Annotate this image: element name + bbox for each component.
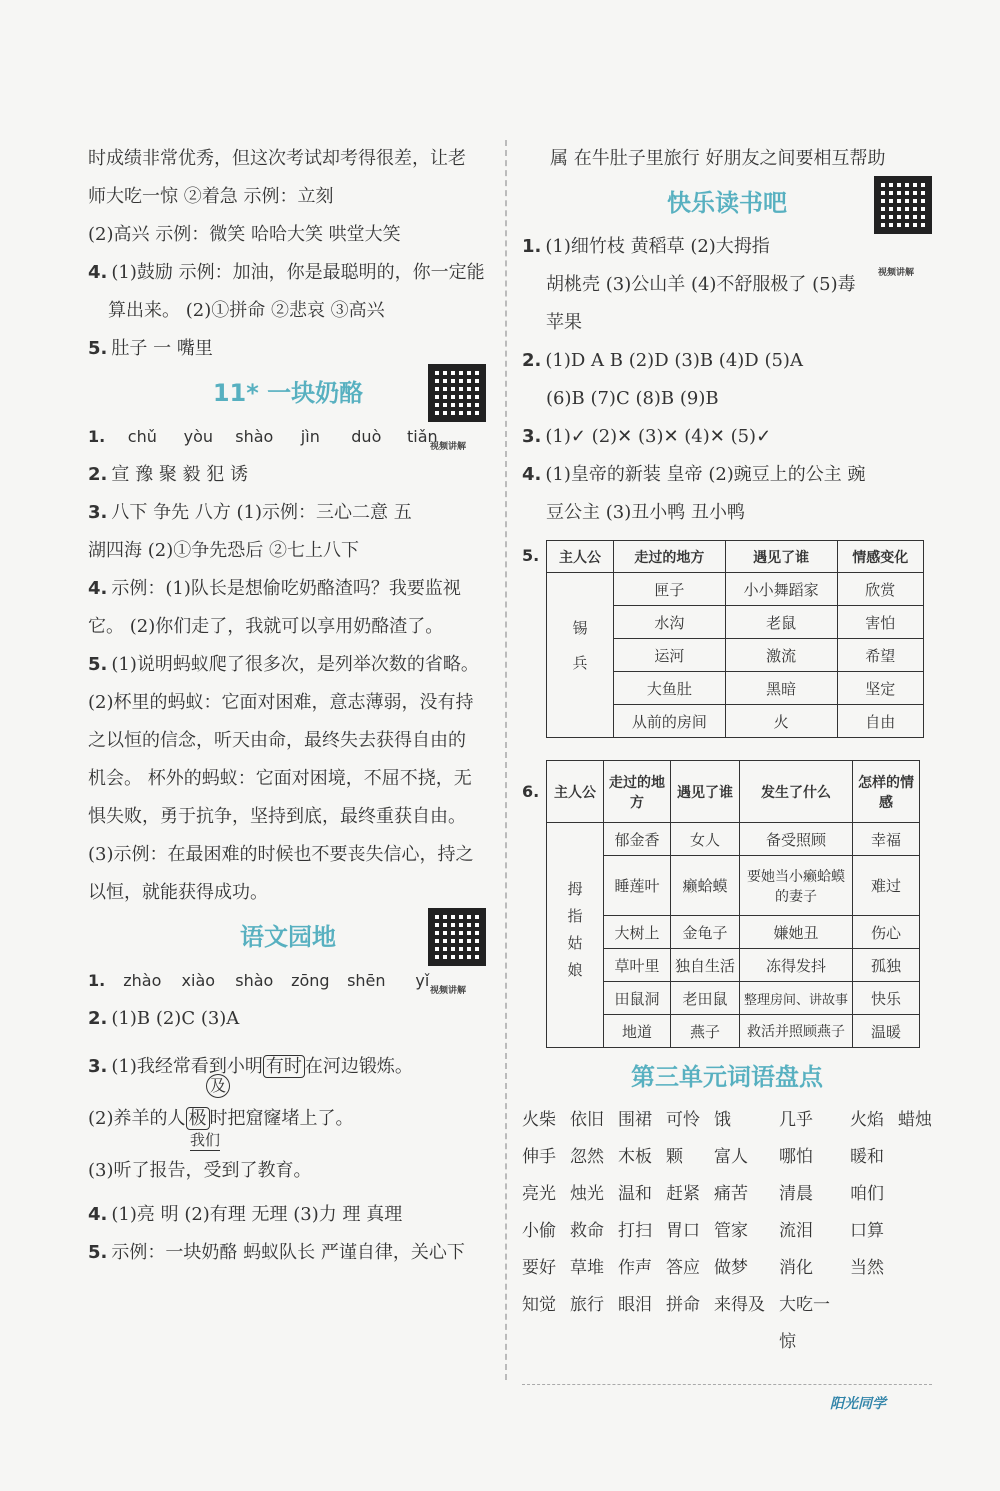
pinyin: zōng bbox=[291, 971, 330, 990]
table-cell: 小小舞蹈家 bbox=[725, 573, 837, 606]
garden-q4: 4. (1)亮 明 (2)有理 无理 (3)力 理 真理 bbox=[88, 1204, 403, 1225]
vocabulary-word: 答应 bbox=[666, 1258, 700, 1278]
vocabulary-word: 痛苦 bbox=[714, 1184, 748, 1204]
vocabulary-word: 救命 bbox=[570, 1221, 604, 1241]
answer-line: 豆公主 (3)丑小鸭 丑小鸭 bbox=[546, 502, 745, 523]
answer-line: 机会。 杯外的蚂蚁：它面对困境，不屈不挠，无 bbox=[88, 768, 472, 789]
vocabulary-word: 饿 bbox=[714, 1110, 731, 1130]
answer-line: 苹果 bbox=[546, 312, 582, 333]
reading-q6: 6. 主人公 走过的地方 遇见了谁 发生了什么 怎样的情感 拇指姑娘 郁金香 女人 备受照顾 幸福 睡莲叶 癞蛤蟆 要她当小癞蛤蟆的妻子 难过 大树上 金龟子 嫌她丑 伤心 草叶里 独自生活 冻得发抖 孤独 田鼠洞 老田鼠 整理房间、讲故事 快乐 地道 燕子 救活并照顾燕子 温暖 bbox=[522, 760, 932, 1048]
right-column bbox=[522, 140, 932, 1361]
answer-line: 属 在牛肚子里旅行 好朋友之间要相互帮助 bbox=[550, 148, 886, 169]
lesson-11-title: 11* 一块奶酪 视频讲解 bbox=[88, 368, 488, 418]
vocabulary-word: 大吃一惊 bbox=[779, 1295, 830, 1352]
chinese-garden-title: 语文园地 视频讲解 bbox=[88, 912, 488, 962]
answer-line: 师大吃一惊 ②着急 示例：立刻 bbox=[88, 186, 334, 207]
table-cell: 从前的房间 bbox=[614, 705, 726, 738]
vocabulary-word: 胃口 bbox=[666, 1221, 700, 1241]
lesson11-q1: 1. chǔ yòu shào jìn duò tiǎn bbox=[88, 418, 488, 456]
vocabulary-word: 来得及 bbox=[714, 1295, 765, 1315]
table-cell: 孤独 bbox=[853, 949, 920, 982]
vocabulary-word: 清晨 bbox=[779, 1184, 813, 1204]
vocabulary-grid bbox=[522, 1102, 932, 1361]
table-cell: 难过 bbox=[853, 856, 920, 916]
thumbelina-table bbox=[546, 760, 920, 1048]
vocabulary-word: 草堆 bbox=[570, 1258, 604, 1278]
vocabulary-word: 依旧 bbox=[570, 1110, 604, 1130]
table-cell: 要她当小癞蛤蟆的妻子 bbox=[740, 856, 853, 916]
table-cell: 害怕 bbox=[837, 606, 924, 639]
marked-word: 极 bbox=[186, 1107, 210, 1130]
vocabulary-word: 火柴 bbox=[522, 1110, 556, 1130]
qr-code-icon[interactable] bbox=[874, 176, 932, 234]
answer-line: (2)高兴 示例：微笑 哈哈大笑 哄堂大笑 bbox=[88, 224, 401, 245]
table-cell: 地道 bbox=[604, 1015, 671, 1048]
vocabulary-word: 烛光 bbox=[570, 1184, 604, 1204]
question-4: 4. (1)鼓励 示例：加油，你是最聪明的，你一定能 bbox=[88, 262, 485, 283]
vocabulary-word: 伸手 bbox=[522, 1147, 556, 1167]
vocabulary-word bbox=[898, 1287, 932, 1361]
answer-line: 之以恒的信念，听天由命，最终失去获得自由的 bbox=[88, 730, 466, 751]
pinyin: chǔ bbox=[127, 427, 157, 446]
vocabulary-word: 几乎 bbox=[779, 1110, 813, 1130]
vocabulary-word bbox=[898, 1213, 932, 1250]
vocabulary-word bbox=[850, 1287, 884, 1361]
table-cell: 水沟 bbox=[614, 606, 726, 639]
vocabulary-word: 要好 bbox=[522, 1258, 556, 1278]
pinyin: xiào bbox=[181, 971, 216, 990]
table-cell: 大鱼肚 bbox=[614, 672, 726, 705]
answer-line: 胡桃壳 (3)公山羊 (4)不舒服极了 (5)毒 bbox=[546, 274, 856, 295]
pinyin: jìn bbox=[300, 427, 320, 446]
vocabulary-word: 富人 bbox=[714, 1147, 748, 1167]
qr-caption: 视频讲解 bbox=[430, 442, 467, 452]
vocabulary-word: 管家 bbox=[714, 1221, 748, 1241]
table-cell: 激流 bbox=[725, 639, 837, 672]
reading-q1: 1. (1)细竹枝 黄稻草 (2)大拇指 bbox=[522, 236, 770, 257]
table-cell: 匣子 bbox=[614, 573, 726, 606]
qr-caption: 视频讲解 bbox=[878, 268, 915, 278]
vocabulary-word: 蜡烛 bbox=[898, 1110, 932, 1130]
garden-q3: 3. (1)我经常看到小明 有时 在河边锻炼。 bbox=[88, 1056, 413, 1077]
vocabulary-word: 消化 bbox=[779, 1258, 813, 1278]
vocabulary-word: 可怜 bbox=[666, 1110, 700, 1130]
pinyin: shēn bbox=[347, 971, 386, 990]
vocabulary-word: 小偷 bbox=[522, 1221, 556, 1241]
correction: 及 bbox=[206, 1074, 230, 1098]
table-header: 情感变化 bbox=[837, 541, 924, 573]
garden-q3-3: (3)听了报告，受到了教育。 我们 bbox=[88, 1131, 312, 1181]
reading-q2: 2. (1)D A B (2)D (3)B (4)D (5)A bbox=[522, 350, 803, 371]
vocabulary-word: 围裙 bbox=[618, 1110, 652, 1130]
reading-q3: 3. (1)✓ (2)✕ (3)✕ (4)✕ (5)✓ bbox=[522, 426, 772, 447]
answer-line: 时成绩非常优秀，但这次考试却考得很差，让老 bbox=[88, 148, 466, 169]
table-cell: 草叶里 bbox=[604, 949, 671, 982]
table-cell: 自由 bbox=[837, 705, 924, 738]
table-cell: 大树上 bbox=[604, 916, 671, 949]
vocabulary-word: 木板 bbox=[618, 1147, 652, 1167]
table-header: 遇见了谁 bbox=[725, 541, 837, 573]
vocabulary-word: 做梦 bbox=[714, 1258, 748, 1278]
answer-line: 它。 (2)你们走了，我就可以享用奶酪渣了。 bbox=[88, 616, 444, 637]
reading-q4: 4. (1)皇帝的新装 皇帝 (2)豌豆上的公主 豌 bbox=[522, 464, 866, 485]
pinyin: zhào bbox=[123, 971, 162, 990]
table-cell: 冻得发抖 bbox=[740, 949, 853, 982]
table-cell: 希望 bbox=[837, 639, 924, 672]
vocabulary-word: 哪怕 bbox=[779, 1147, 813, 1167]
garden-q1: 1. zhào xiào shào zōng shēn yǐ bbox=[88, 962, 488, 1000]
answer-line: 惧失败，勇于抗争，坚持到底，最终重获自由。 bbox=[88, 806, 466, 827]
vocabulary-word: 暖和 bbox=[850, 1147, 884, 1167]
vocabulary-word: 眼泪 bbox=[618, 1295, 652, 1315]
answer-line: 湖四海 (2)①争先恐后 ②七上八下 bbox=[88, 540, 359, 561]
unit3-vocabulary-title: 第三单元词语盘点 bbox=[631, 1063, 823, 1091]
lesson11-q4: 4. 示例：(1)队长是想偷吃奶酪渣吗？我要监视 bbox=[88, 578, 461, 599]
answer-line: 以恒，就能获得成功。 bbox=[88, 882, 268, 903]
table-cell: 锡兵 bbox=[547, 573, 614, 738]
answer-line: (3)示例：在最困难的时候也不要丧失信心，持之 bbox=[88, 844, 474, 865]
vocabulary-word: 颗 bbox=[666, 1147, 683, 1167]
table-cell: 睡莲叶 bbox=[604, 856, 671, 916]
table-header: 发生了什么 bbox=[740, 761, 853, 823]
vocabulary-word: 知觉 bbox=[522, 1295, 556, 1315]
vocabulary-word: 旅行 bbox=[570, 1295, 604, 1315]
garden-q3-2: (2)养羊的人 极 时把窟窿堵上了。 及 bbox=[88, 1076, 354, 1129]
vocabulary-word bbox=[898, 1250, 932, 1287]
vocabulary-word: 口算 bbox=[850, 1221, 884, 1241]
table-cell: 运河 bbox=[614, 639, 726, 672]
table-cell: 欣赏 bbox=[837, 573, 924, 606]
marked-word: 有时 bbox=[263, 1055, 305, 1078]
table-header: 遇见了谁 bbox=[671, 761, 740, 823]
lesson11-q2: 2. 宣 豫 聚 毅 犯 诱 bbox=[88, 464, 248, 485]
vocabulary-word: 咱们 bbox=[850, 1184, 884, 1204]
reading-q5: 5. 主人公 走过的地方 遇见了谁 情感变化 锡兵 匣子 小小舞蹈家 欣赏 水沟 老鼠 害怕 运河 激流 希望 大鱼肚 黑暗 坚定 从前的房间 火 自由 bbox=[522, 540, 932, 738]
answer-line: 算出来。 (2)①拼命 ②悲哀 ③高兴 bbox=[108, 300, 385, 321]
table-cell: 幸福 bbox=[853, 823, 920, 856]
vocabulary-word: 当然 bbox=[850, 1258, 884, 1278]
pinyin: tiǎn bbox=[406, 427, 438, 446]
table-cell: 田鼠洞 bbox=[604, 982, 671, 1015]
pinyin: yǐ bbox=[415, 971, 430, 990]
vocabulary-word: 作声 bbox=[618, 1258, 652, 1278]
pinyin: shào bbox=[235, 427, 274, 446]
table-cell: 火 bbox=[725, 705, 837, 738]
vocabulary-word bbox=[898, 1176, 932, 1213]
table-cell: 整理房间、讲故事 bbox=[740, 982, 853, 1015]
vocabulary-word: 忽然 bbox=[570, 1147, 604, 1167]
table-header: 走过的地方 bbox=[604, 761, 671, 823]
vocabulary-word: 亮光 bbox=[522, 1184, 556, 1204]
lesson11-q5: 5. (1)说明蚂蚁爬了很多次，是列举次数的省略。 bbox=[88, 654, 479, 675]
qr-code-icon[interactable] bbox=[428, 908, 486, 966]
table-cell: 温暖 bbox=[853, 1015, 920, 1048]
table-cell: 坚定 bbox=[837, 672, 924, 705]
answer-line: (6)B (7)C (8)B (9)B bbox=[546, 388, 719, 409]
vocabulary-word: 赶紧 bbox=[666, 1184, 700, 1204]
column-divider bbox=[505, 140, 507, 1380]
pinyin: shào bbox=[235, 971, 274, 990]
footer-divider bbox=[522, 1384, 932, 1385]
qr-code-icon[interactable] bbox=[428, 364, 486, 422]
insertion: 我们 bbox=[190, 1131, 221, 1149]
table-header: 走过的地方 bbox=[614, 541, 726, 573]
vocabulary-word: 流泪 bbox=[779, 1221, 813, 1241]
garden-q2: 2. (1)B (2)C (3)A bbox=[88, 1008, 240, 1029]
table-header: 主人公 bbox=[547, 541, 614, 573]
table-cell: 老鼠 bbox=[725, 606, 837, 639]
vocabulary-word bbox=[898, 1139, 932, 1176]
happy-reading-title: 快乐读书吧 视频讲解 bbox=[522, 178, 932, 228]
vocabulary-word: 温和 bbox=[618, 1184, 652, 1204]
table-cell: 拇指姑娘 bbox=[547, 823, 604, 1048]
garden-q5: 5. 示例：一块奶酪 蚂蚁队长 严谨自律，关心下 bbox=[88, 1242, 465, 1263]
qr-caption: 视频讲解 bbox=[430, 986, 467, 996]
table-header: 主人公 bbox=[547, 761, 604, 823]
vocabulary-word: 打扫 bbox=[618, 1221, 652, 1241]
table-cell: 金龟子 bbox=[671, 916, 740, 949]
table-cell: 独自生活 bbox=[671, 949, 740, 982]
vocabulary-word: 拼命 bbox=[666, 1295, 700, 1315]
left-column bbox=[88, 140, 488, 1272]
tin-soldier-table bbox=[546, 540, 924, 738]
table-header: 怎样的情感 bbox=[853, 761, 920, 823]
table-cell: 快乐 bbox=[853, 982, 920, 1015]
table-cell: 黑暗 bbox=[725, 672, 837, 705]
vocabulary-word: 火焰 bbox=[850, 1110, 884, 1130]
answer-line: (2)杯里的蚂蚁：它面对困难，意志薄弱，没有持 bbox=[88, 692, 474, 713]
table-cell: 老田鼠 bbox=[671, 982, 740, 1015]
table-cell: 燕子 bbox=[671, 1015, 740, 1048]
table-cell: 癞蛤蟆 bbox=[671, 856, 740, 916]
table-cell: 女人 bbox=[671, 823, 740, 856]
table-cell: 备受照顾 bbox=[740, 823, 853, 856]
table-cell: 救活并照顾燕子 bbox=[740, 1015, 853, 1048]
table-cell: 伤心 bbox=[853, 916, 920, 949]
pinyin: duò bbox=[351, 427, 382, 446]
question-5: 5. 肚子 一 嘴里 bbox=[88, 338, 213, 359]
lesson11-q3: 3. 八下 争先 八方 (1)示例：三心二意 五 bbox=[88, 502, 412, 523]
pinyin: yòu bbox=[183, 427, 214, 446]
brand-logo: 阳光同学 bbox=[830, 1396, 886, 1412]
table-cell: 郁金香 bbox=[604, 823, 671, 856]
table-cell: 嫌她丑 bbox=[740, 916, 853, 949]
